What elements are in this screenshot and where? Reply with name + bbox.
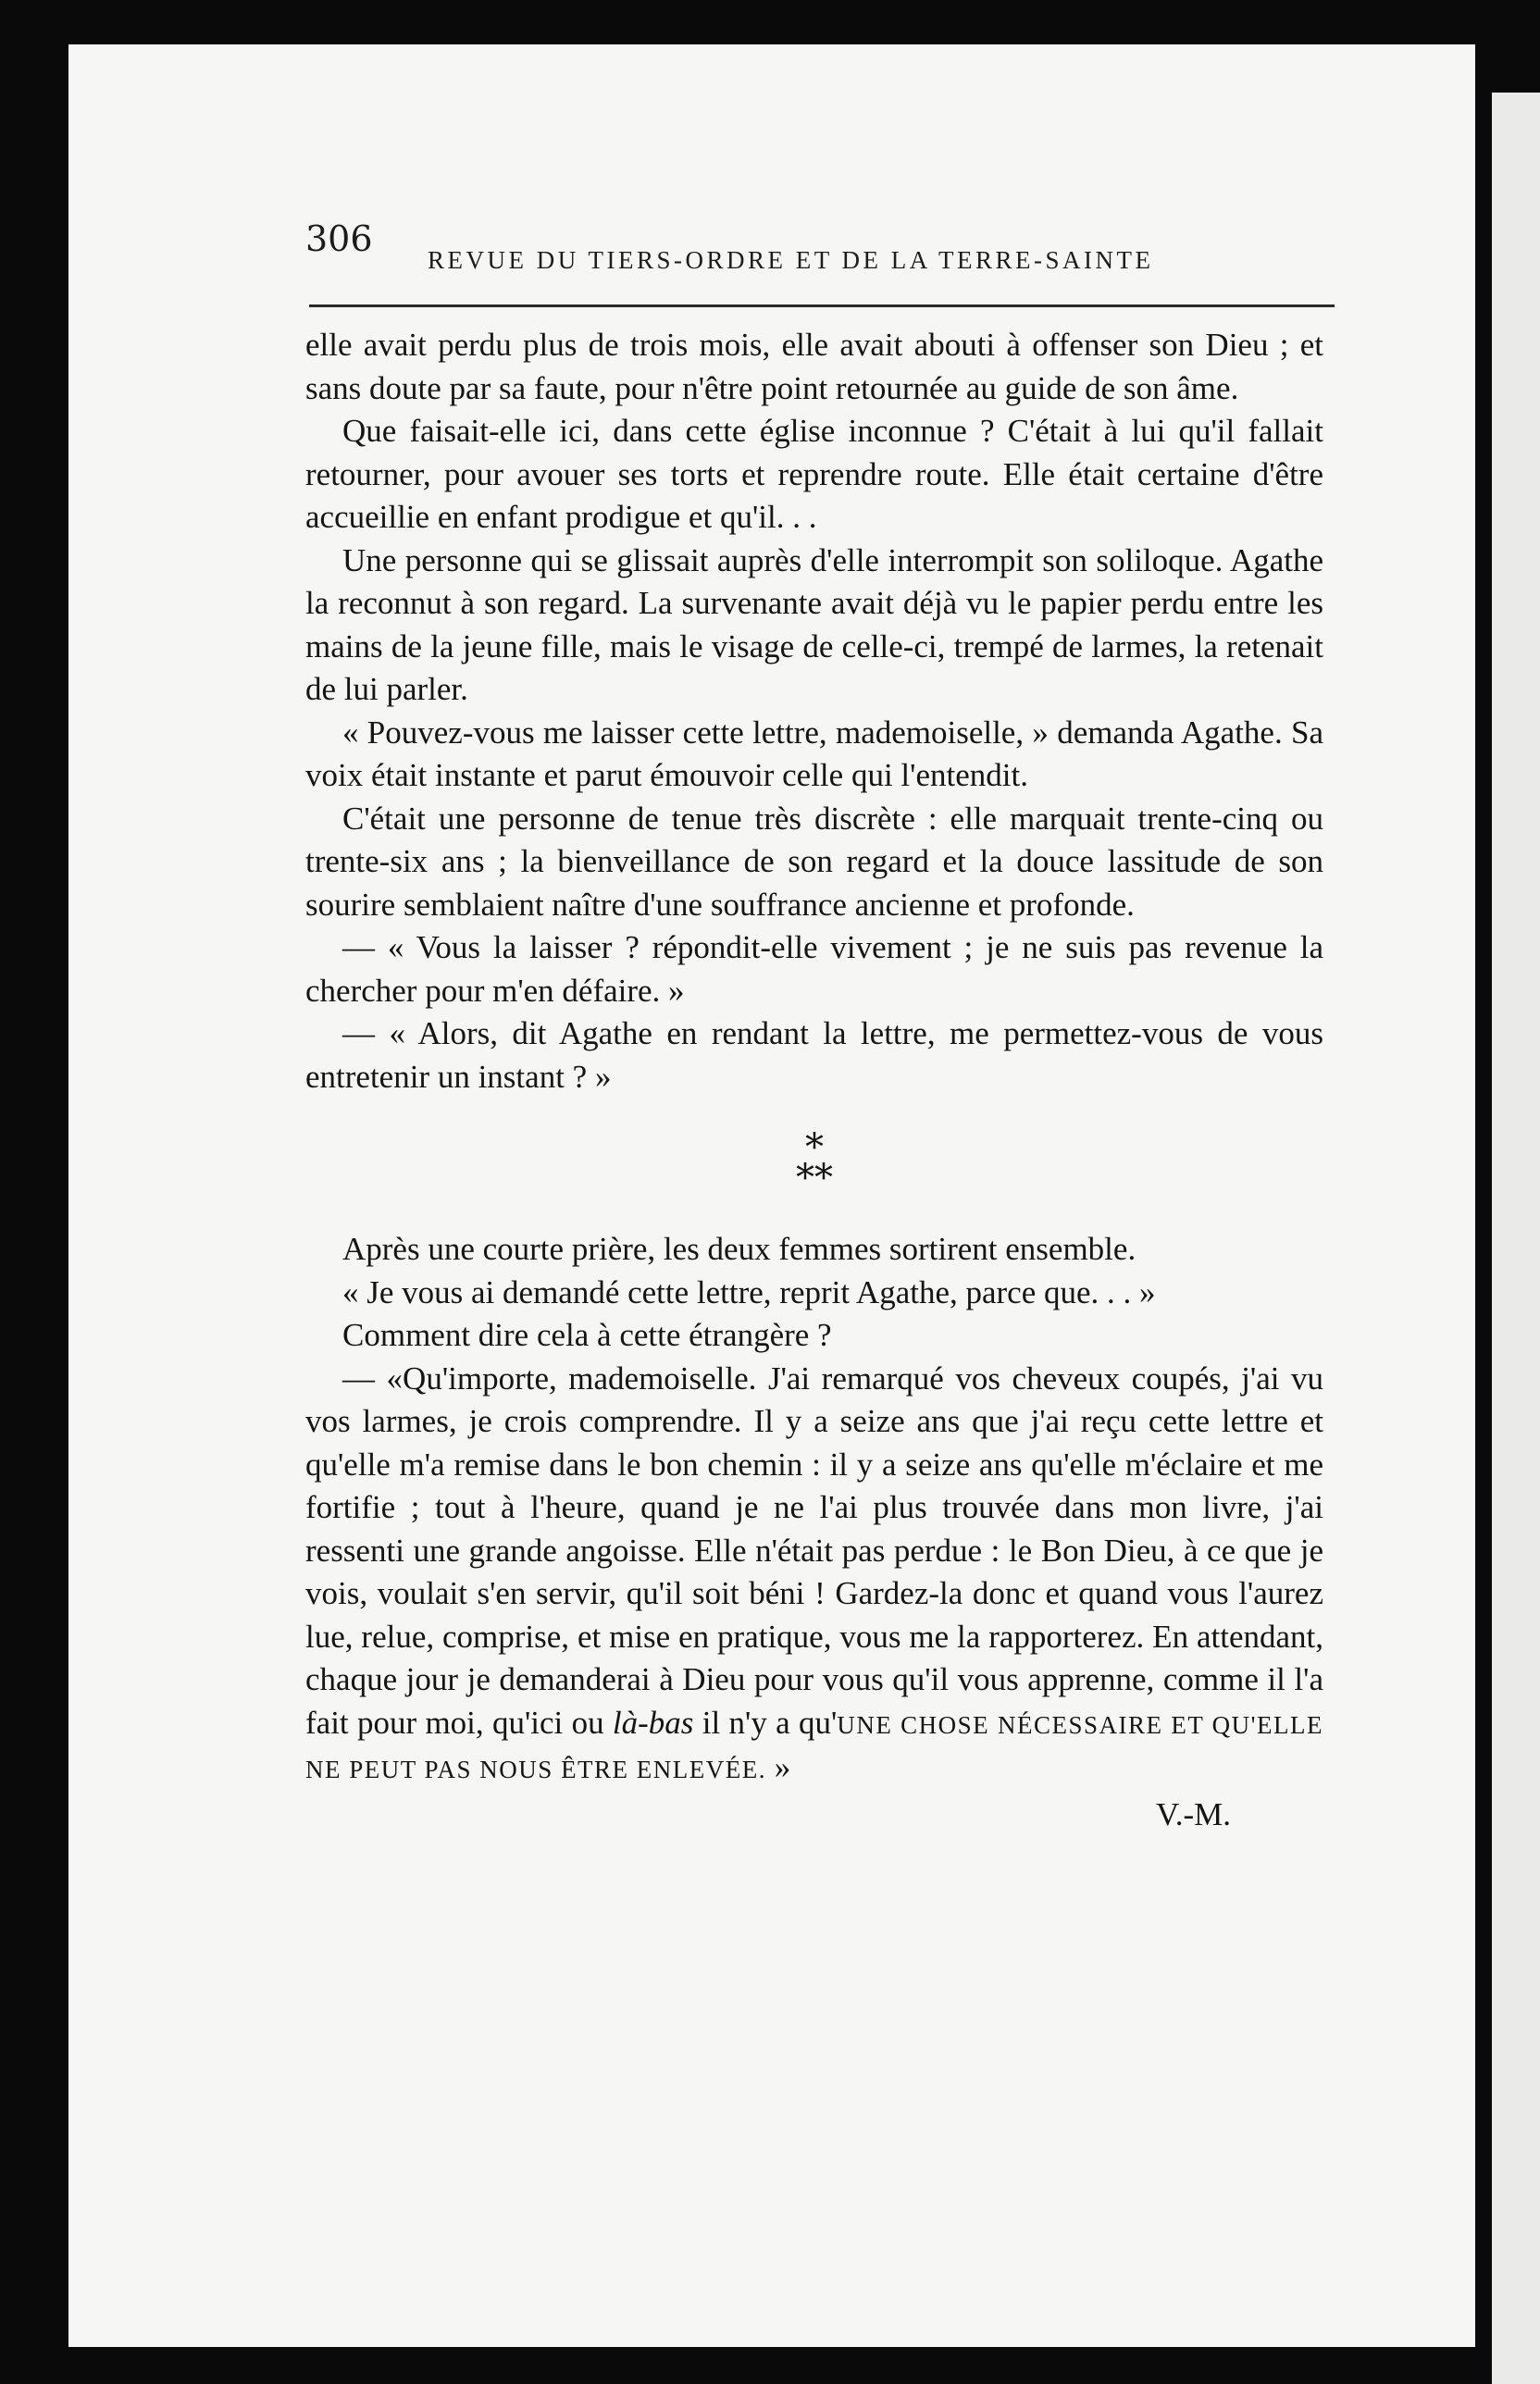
final-paragraph-text: — «Qu'importe, mademoiselle. J'ai remarqué vos cheveux coupés, j'ai vu vos larmes, je crois comprendre. Il y a seize ans que j'ai reçu cette lettre et qu'elle m'a remise dans le bon chemin : il y a seize ans qu'elle m'éclaire et me fortifie ; tout à l'heure, quand je ne l'ai plus trouvée dans mon livre, j'ai ressenti une grande angoisse. Elle n'était pas perdue : le Bon Dieu, à ce que je vois, voulait s'en servir, qu'il soit béni ! Gardez-la donc et quand vous l'aurez lue, relue, comprise, et mise en pratique, vous me la rapporterez. En attendant, chaque jour je demanderai à Dieu pour vous qu'il vous apprenne, comme il l'a fait pour moi, qu'ici ou — [305, 1360, 1323, 1741]
page-number: 306 — [305, 218, 373, 259]
paragraph-7: — « Alors, dit Agathe en rendant la lettre, me permettez-vous de vous entretenir un instant ? » — [305, 1015, 1323, 1095]
signature: V.-M. — [1155, 1795, 1231, 1832]
header-rule — [309, 304, 1335, 307]
final-closing-quote: » — [766, 1749, 791, 1785]
body-text — [305, 324, 1323, 1836]
facing-page-edge — [1492, 93, 1540, 2384]
final-small-caps-phrase: UNE CHOSE NÉCESSAIRE ET QU'ELLE NE PEUT PAS NOUS ÊTRE ENLEVÉE. — [305, 1710, 1323, 1783]
paragraph-6: — « Vous la laisser ? répondit-elle vivement ; je ne suis pas revenue la chercher pour m'en défaire. » — [305, 929, 1323, 1009]
paragraph-5: C'était une personne de tenue très discrète : elle marquait trente-cinq ou trente-six ans ; la bienveillance de son regard et la douce lassitude de son sourire semblaient naître d'une souffrance ancienne et profonde. — [305, 800, 1323, 923]
paragraph-3: Une personne qui se glissait auprès d'elle interrompit son soliloque. Agathe la reconnut à son regard. La survenante avait déjà vu le papier perdu entre les mains de la jeune fille, mais le visage de celle-ci, trempé de larmes, la retenait de lui parler. — [305, 541, 1323, 707]
asterism-top: * — [805, 1126, 824, 1169]
paragraph-2: Que faisait-elle ici, dans cette église inconnue ? C'était à lui qu'il fallait retourner, pour avouer ses torts et reprendre route. Elle était certaine d'être accueillie en enfant prodigue et qu'il. . . — [305, 413, 1323, 535]
paragraph-1: elle avait perdu plus de trois mois, elle avait abouti à offenser son Dieu ; et sans doute par sa faute, pour n'être point retournée au guide de son âme. — [305, 327, 1323, 406]
asterism-bottom: ** — [796, 1157, 833, 1199]
page-header — [305, 218, 1342, 283]
paragraph-11 — [305, 1358, 1323, 1792]
paragraph-4: « Pouvez-vous me laisser cette lettre, mademoiselle, » demanda Agathe. Sa voix était instante et parut émouvoir celle qui l'entendit. — [305, 714, 1323, 793]
paragraph-10: Comment dire cela à cette étrangère ? — [342, 1317, 832, 1353]
final-mid-text: il n'y a qu' — [693, 1704, 838, 1741]
final-italic-phrase: là-bas — [612, 1704, 694, 1741]
running-title: REVUE DU TIERS-ORDRE ET DE LA TERRE-SAINTE — [428, 246, 1154, 274]
section-break-asterism — [305, 1126, 1323, 1199]
paragraph-8: Après une courte prière, les deux femmes sortirent ensemble. — [342, 1231, 1136, 1267]
paragraph-9: « Je vous ai demandé cette lettre, reprit Agathe, parce que. . . » — [342, 1273, 1156, 1310]
